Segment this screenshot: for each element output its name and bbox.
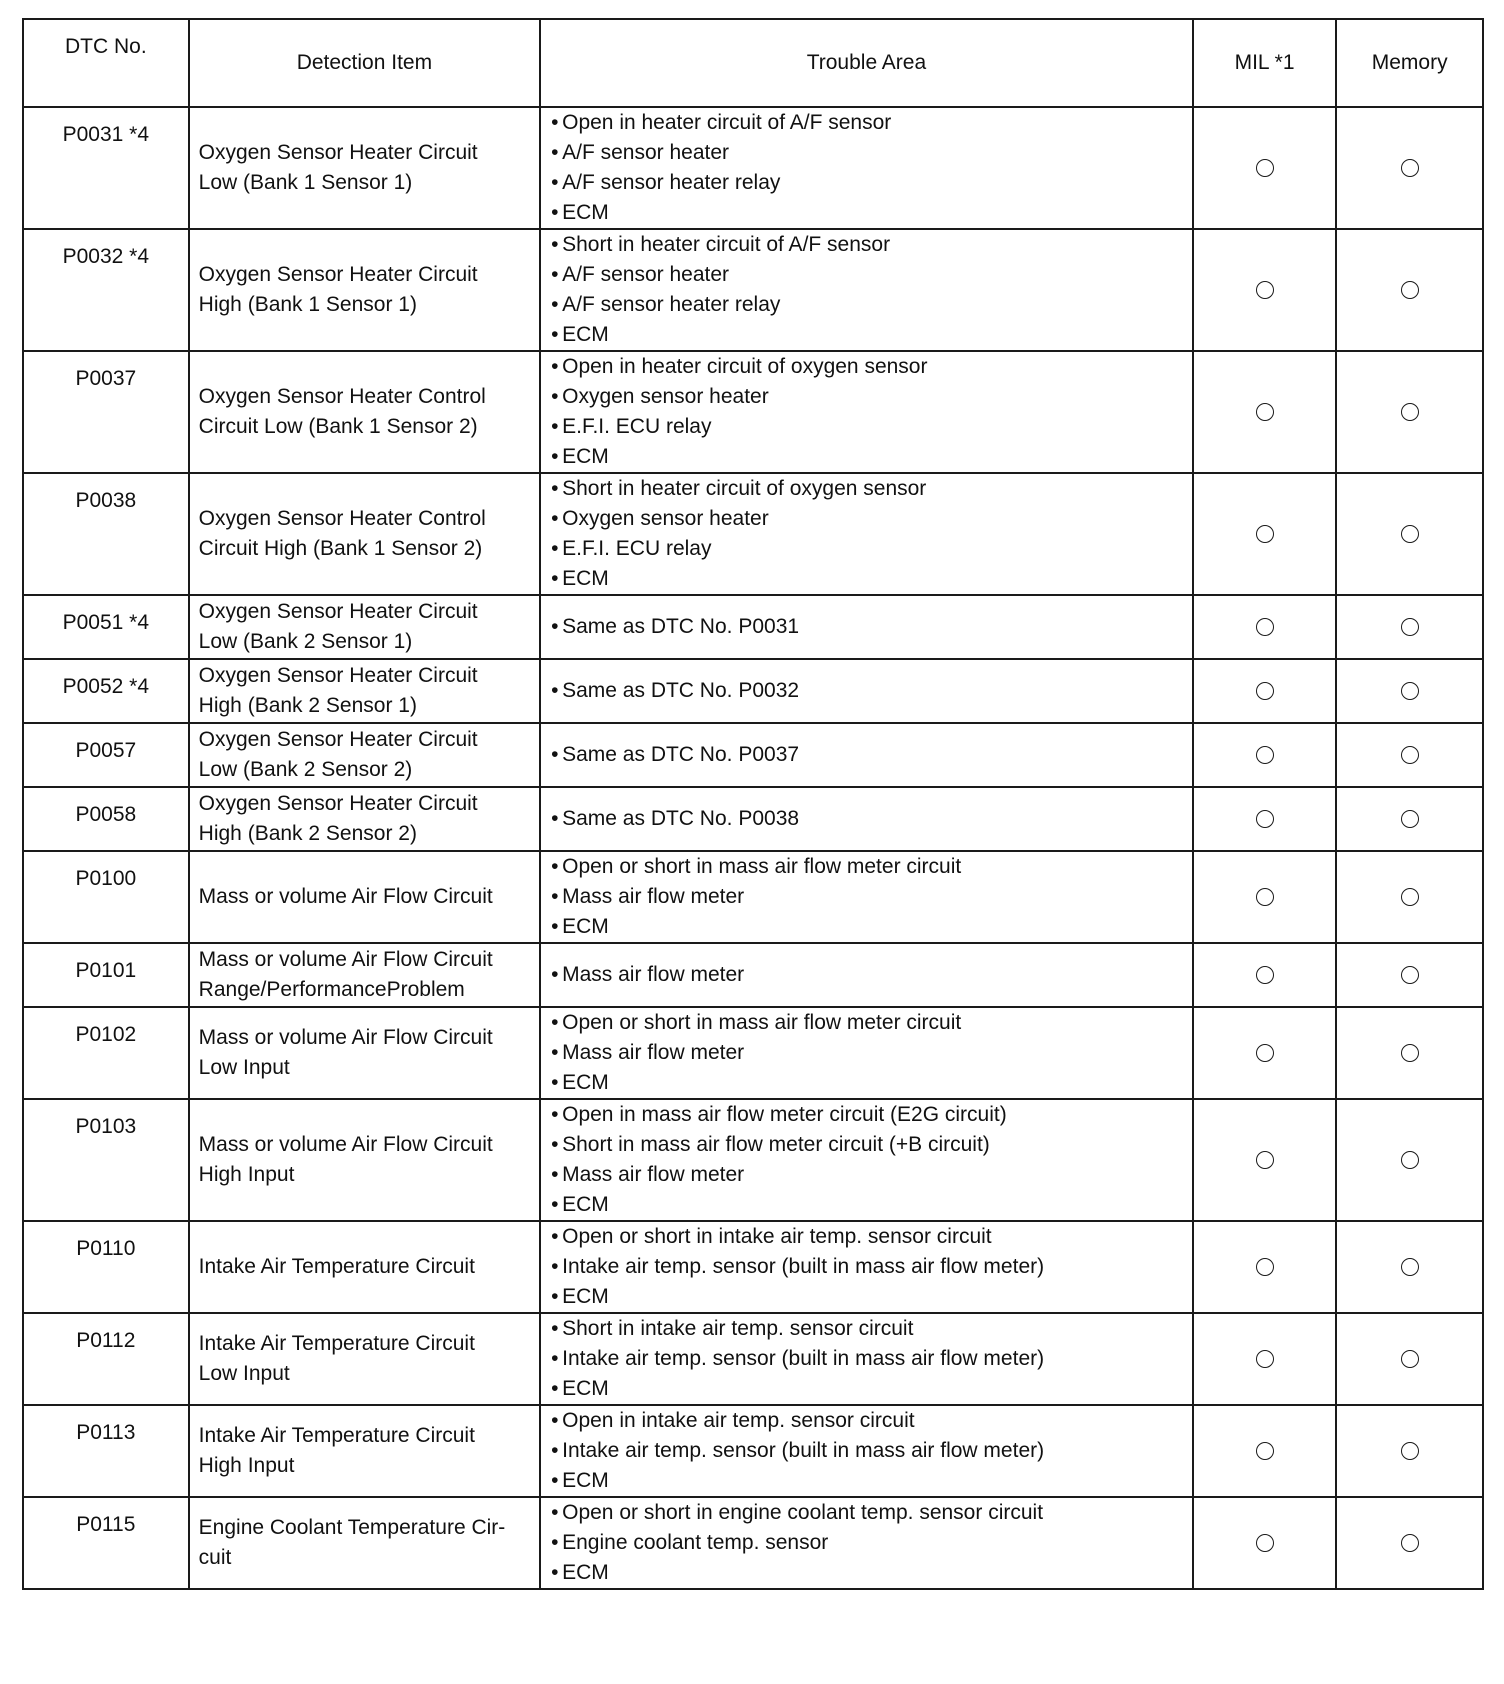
detection-item-line: Circuit High (Bank 1 Sensor 2) <box>198 537 483 560</box>
mil-indicator <box>1193 229 1337 351</box>
memory-indicator <box>1336 1099 1483 1221</box>
trouble-area-list <box>551 1314 1188 1404</box>
trouble-area-item: • Open or short in mass air flow meter circuit <box>551 852 1188 882</box>
detection-item-line: Oxygen Sensor Heater Circuit <box>198 728 478 751</box>
detection-item-line: Low Input <box>198 1362 290 1385</box>
detection-item-line: Mass or volume Air Flow Circuit <box>198 1133 493 1156</box>
detection-item-line: Intake Air Temperature Circuit <box>198 1332 475 1355</box>
circle-icon <box>1401 682 1419 700</box>
table-row <box>23 229 1483 351</box>
trouble-area-item: • Same as DTC No. P0031 <box>551 612 1188 642</box>
trouble-area-item: • ECM <box>551 1068 1188 1098</box>
table-row <box>23 723 1483 787</box>
circle-icon <box>1401 1534 1419 1552</box>
trouble-area-item: • Oxygen sensor heater <box>551 504 1188 534</box>
detection-item-line: High Input <box>198 1454 295 1477</box>
trouble-area-list <box>551 230 1188 350</box>
circle-icon <box>1401 1151 1419 1169</box>
trouble-area <box>540 1007 1193 1099</box>
circle-icon <box>1401 618 1419 636</box>
trouble-area <box>540 351 1193 473</box>
detection-item-line: Oxygen Sensor Heater Circuit <box>198 792 478 815</box>
memory-indicator <box>1336 659 1483 723</box>
dtc-number: P0057 <box>23 723 189 787</box>
dtc-number: P0102 <box>23 1007 189 1099</box>
header-detection-item: Detection Item <box>189 19 540 107</box>
circle-icon <box>1401 1442 1419 1460</box>
circle-icon <box>1256 1442 1274 1460</box>
circle-icon <box>1401 1044 1419 1062</box>
dtc-number: P0113 <box>23 1405 189 1497</box>
table-row <box>23 107 1483 229</box>
trouble-area-item: • Short in heater circuit of oxygen sensor <box>551 474 1188 504</box>
trouble-area-list <box>551 960 1188 990</box>
trouble-area-item: • Oxygen sensor heater <box>551 382 1188 412</box>
trouble-area-item: • E.F.I. ECU relay <box>551 534 1188 564</box>
detection-item <box>189 351 540 473</box>
detection-item-line: Range/PerformanceProblem <box>198 978 465 1001</box>
trouble-area-item: • A/F sensor heater relay <box>551 290 1188 320</box>
trouble-area-item: • Short in mass air flow meter circuit (+B circuit) <box>551 1130 1188 1160</box>
mil-indicator <box>1193 659 1337 723</box>
detection-item-line: Oxygen Sensor Heater Circuit <box>198 600 478 623</box>
circle-icon <box>1256 810 1274 828</box>
detection-item-line: Oxygen Sensor Heater Circuit <box>198 664 478 687</box>
trouble-area-item: • Intake air temp. sensor (built in mass air flow meter) <box>551 1344 1188 1374</box>
trouble-area-item: • Intake air temp. sensor (built in mass air flow meter) <box>551 1436 1188 1466</box>
dtc-number: P0115 <box>23 1497 189 1589</box>
trouble-area-item: • Short in heater circuit of A/F sensor <box>551 230 1188 260</box>
memory-indicator <box>1336 851 1483 943</box>
mil-indicator <box>1193 723 1337 787</box>
trouble-area-item: • ECM <box>551 912 1188 942</box>
detection-item-line: Intake Air Temperature Circuit <box>198 1255 475 1278</box>
table-row <box>23 787 1483 851</box>
circle-icon <box>1256 1534 1274 1552</box>
trouble-area-list <box>551 352 1188 472</box>
detection-item-line: Engine Coolant Temperature Cir- <box>198 1516 506 1539</box>
detection-item-line: Oxygen Sensor Heater Circuit <box>198 263 478 286</box>
circle-icon <box>1256 403 1274 421</box>
mil-indicator <box>1193 1099 1337 1221</box>
trouble-area <box>540 943 1193 1007</box>
memory-indicator <box>1336 943 1483 1007</box>
trouble-area <box>540 723 1193 787</box>
trouble-area-item: • Open or short in mass air flow meter circuit <box>551 1008 1188 1038</box>
header-mil: MIL *1 <box>1193 19 1337 107</box>
circle-icon <box>1401 403 1419 421</box>
table-row <box>23 351 1483 473</box>
dtc-number: P0100 <box>23 851 189 943</box>
trouble-area-list <box>551 1100 1188 1220</box>
detection-item <box>189 787 540 851</box>
dtc-number: P0112 <box>23 1313 189 1405</box>
circle-icon <box>1256 618 1274 636</box>
memory-indicator <box>1336 351 1483 473</box>
trouble-area-list <box>551 1222 1188 1312</box>
circle-icon <box>1256 1151 1274 1169</box>
detection-item <box>189 1497 540 1589</box>
detection-item-line: High Input <box>198 1163 295 1186</box>
detection-item-line: Circuit Low (Bank 1 Sensor 2) <box>198 415 478 438</box>
detection-item-line: High (Bank 1 Sensor 1) <box>198 293 417 316</box>
detection-item-line: Mass or volume Air Flow Circuit <box>198 885 493 908</box>
trouble-area-list <box>551 1008 1188 1098</box>
detection-item <box>189 659 540 723</box>
trouble-area-item: • Mass air flow meter <box>551 1038 1188 1068</box>
table-row <box>23 1221 1483 1313</box>
circle-icon <box>1256 281 1274 299</box>
trouble-area-item: • Engine coolant temp. sensor <box>551 1528 1188 1558</box>
detection-item <box>189 723 540 787</box>
trouble-area-item: • Intake air temp. sensor (built in mass air flow meter) <box>551 1252 1188 1282</box>
dtc-number: P0038 <box>23 473 189 595</box>
memory-indicator <box>1336 107 1483 229</box>
trouble-area-item: • Open in intake air temp. sensor circuit <box>551 1406 1188 1436</box>
circle-icon <box>1401 525 1419 543</box>
detection-item-line: High (Bank 2 Sensor 2) <box>198 822 417 845</box>
detection-item-line: Mass or volume Air Flow Circuit <box>198 1026 493 1049</box>
memory-indicator <box>1336 595 1483 659</box>
trouble-area-item: • Open in heater circuit of A/F sensor <box>551 108 1188 138</box>
mil-indicator <box>1193 473 1337 595</box>
trouble-area <box>540 1405 1193 1497</box>
dtc-number: P0051 *4 <box>23 595 189 659</box>
detection-item-line: High (Bank 2 Sensor 1) <box>198 694 417 717</box>
trouble-area-item: • ECM <box>551 1374 1188 1404</box>
header-row <box>23 19 1483 107</box>
table-row <box>23 1497 1483 1589</box>
table-row <box>23 1099 1483 1221</box>
trouble-area <box>540 851 1193 943</box>
table-row <box>23 1007 1483 1099</box>
trouble-area-item: • ECM <box>551 1466 1188 1496</box>
table-row <box>23 1313 1483 1405</box>
memory-indicator <box>1336 1221 1483 1313</box>
detection-item-line: Mass or volume Air Flow Circuit <box>198 948 493 971</box>
trouble-area-item: • Mass air flow meter <box>551 960 1188 990</box>
table-header <box>23 19 1483 107</box>
circle-icon <box>1401 281 1419 299</box>
trouble-area-item: • Mass air flow meter <box>551 1160 1188 1190</box>
trouble-area-item: • ECM <box>551 1190 1188 1220</box>
trouble-area <box>540 1099 1193 1221</box>
trouble-area <box>540 1313 1193 1405</box>
dtc-table <box>22 18 1484 1590</box>
detection-item <box>189 943 540 1007</box>
mil-indicator <box>1193 1313 1337 1405</box>
detection-item <box>189 107 540 229</box>
trouble-area-list <box>551 474 1188 594</box>
header-dtc-no: DTC No. <box>23 19 189 107</box>
detection-item-line: Low (Bank 2 Sensor 1) <box>198 630 413 653</box>
trouble-area-list <box>551 1498 1188 1588</box>
circle-icon <box>1401 888 1419 906</box>
trouble-area <box>540 473 1193 595</box>
circle-icon <box>1256 682 1274 700</box>
mil-indicator <box>1193 1405 1337 1497</box>
detection-item <box>189 851 540 943</box>
detection-item-line: Low (Bank 1 Sensor 1) <box>198 171 413 194</box>
detection-item <box>189 473 540 595</box>
table-row <box>23 659 1483 723</box>
detection-item-line: Oxygen Sensor Heater Control <box>198 385 486 408</box>
circle-icon <box>1401 159 1419 177</box>
table-row <box>23 595 1483 659</box>
trouble-area-item: • Same as DTC No. P0037 <box>551 740 1188 770</box>
table-row <box>23 943 1483 1007</box>
trouble-area-item: • ECM <box>551 564 1188 594</box>
trouble-area-item: • Mass air flow meter <box>551 882 1188 912</box>
memory-indicator <box>1336 1313 1483 1405</box>
mil-indicator <box>1193 943 1337 1007</box>
circle-icon <box>1256 525 1274 543</box>
trouble-area <box>540 659 1193 723</box>
trouble-area-item: • ECM <box>551 198 1188 228</box>
memory-indicator <box>1336 1405 1483 1497</box>
trouble-area-item: • Short in intake air temp. sensor circuit <box>551 1314 1188 1344</box>
detection-item <box>189 1313 540 1405</box>
detection-item-line: Oxygen Sensor Heater Control <box>198 507 486 530</box>
trouble-area <box>540 107 1193 229</box>
circle-icon <box>1401 1350 1419 1368</box>
dtc-number: P0058 <box>23 787 189 851</box>
trouble-area-item: • ECM <box>551 442 1188 472</box>
trouble-area-item: • ECM <box>551 1558 1188 1588</box>
memory-indicator <box>1336 473 1483 595</box>
circle-icon <box>1401 746 1419 764</box>
detection-item <box>189 1007 540 1099</box>
memory-indicator <box>1336 229 1483 351</box>
detection-item-line: Oxygen Sensor Heater Circuit <box>198 141 478 164</box>
circle-icon <box>1401 966 1419 984</box>
detection-item <box>189 1405 540 1497</box>
detection-item <box>189 229 540 351</box>
trouble-area-item: • E.F.I. ECU relay <box>551 412 1188 442</box>
trouble-area <box>540 787 1193 851</box>
mil-indicator <box>1193 1007 1337 1099</box>
detection-item-line: Low (Bank 2 Sensor 2) <box>198 758 413 781</box>
circle-icon <box>1256 746 1274 764</box>
header-trouble-area: Trouble Area <box>540 19 1193 107</box>
dtc-number: P0110 <box>23 1221 189 1313</box>
circle-icon <box>1256 966 1274 984</box>
circle-icon <box>1256 1350 1274 1368</box>
dtc-number: P0031 *4 <box>23 107 189 229</box>
mil-indicator <box>1193 107 1337 229</box>
table-row <box>23 1405 1483 1497</box>
dtc-number: P0103 <box>23 1099 189 1221</box>
trouble-area <box>540 595 1193 659</box>
detection-item <box>189 595 540 659</box>
mil-indicator <box>1193 595 1337 659</box>
mil-indicator <box>1193 1497 1337 1589</box>
trouble-area-list <box>551 1406 1188 1496</box>
table-row <box>23 473 1483 595</box>
trouble-area-item: • Open or short in engine coolant temp. sensor circuit <box>551 1498 1188 1528</box>
trouble-area-item: • A/F sensor heater <box>551 260 1188 290</box>
detection-item-line: cuit <box>198 1546 232 1569</box>
trouble-area-list <box>551 676 1188 706</box>
circle-icon <box>1401 1258 1419 1276</box>
trouble-area-item: • A/F sensor heater relay <box>551 168 1188 198</box>
circle-icon <box>1256 159 1274 177</box>
detection-item <box>189 1221 540 1313</box>
circle-icon <box>1256 1258 1274 1276</box>
detection-item-line: Intake Air Temperature Circuit <box>198 1424 475 1447</box>
detection-item-line: Low Input <box>198 1056 290 1079</box>
dtc-number: P0052 *4 <box>23 659 189 723</box>
circle-icon <box>1256 888 1274 906</box>
circle-icon <box>1401 810 1419 828</box>
circle-icon <box>1256 1044 1274 1062</box>
mil-indicator <box>1193 1221 1337 1313</box>
dtc-number: P0032 *4 <box>23 229 189 351</box>
trouble-area-item: • Open in mass air flow meter circuit (E2G circuit) <box>551 1100 1188 1130</box>
trouble-area <box>540 1497 1193 1589</box>
trouble-area-list <box>551 108 1188 228</box>
header-memory: Memory <box>1336 19 1483 107</box>
trouble-area-item: • Same as DTC No. P0032 <box>551 676 1188 706</box>
trouble-area-item: • Open in heater circuit of oxygen sensor <box>551 352 1188 382</box>
mil-indicator <box>1193 351 1337 473</box>
trouble-area <box>540 229 1193 351</box>
memory-indicator <box>1336 723 1483 787</box>
trouble-area-list <box>551 612 1188 642</box>
table-body <box>23 107 1483 1589</box>
dtc-number: P0037 <box>23 351 189 473</box>
trouble-area-item: • Open or short in intake air temp. sensor circuit <box>551 1222 1188 1252</box>
trouble-area-list <box>551 740 1188 770</box>
memory-indicator <box>1336 1007 1483 1099</box>
trouble-area-item: • ECM <box>551 1282 1188 1312</box>
trouble-area <box>540 1221 1193 1313</box>
table-row <box>23 851 1483 943</box>
trouble-area-list <box>551 852 1188 942</box>
mil-indicator <box>1193 851 1337 943</box>
memory-indicator <box>1336 1497 1483 1589</box>
memory-indicator <box>1336 787 1483 851</box>
trouble-area-item: • A/F sensor heater <box>551 138 1188 168</box>
mil-indicator <box>1193 787 1337 851</box>
trouble-area-list <box>551 804 1188 834</box>
dtc-number: P0101 <box>23 943 189 1007</box>
trouble-area-item: • ECM <box>551 320 1188 350</box>
trouble-area-item: • Same as DTC No. P0038 <box>551 804 1188 834</box>
detection-item <box>189 1099 540 1221</box>
